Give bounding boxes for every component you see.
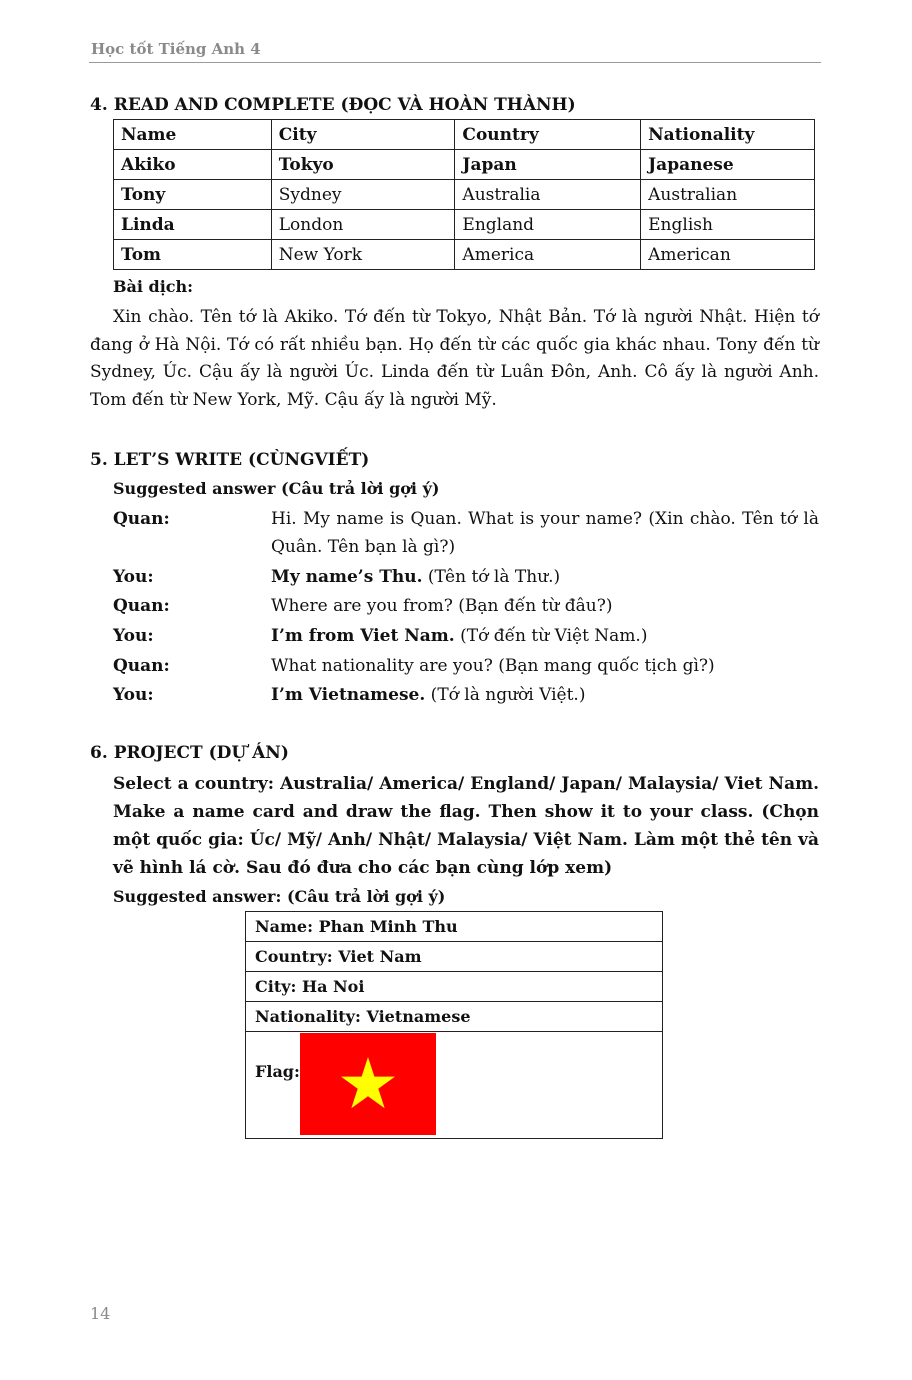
dialog-text [271, 622, 819, 650]
read-complete-table [113, 119, 815, 270]
dialog-speaker: Quan: [113, 655, 170, 676]
section-4-heading [90, 95, 576, 115]
column-header: City [271, 120, 455, 150]
section-6-heading [90, 743, 289, 763]
name-card [245, 911, 663, 1139]
column-header: Country [455, 120, 641, 150]
table-cell: Japan [455, 150, 641, 180]
dialog-line [113, 652, 819, 680]
page-number: 14 [90, 1304, 111, 1323]
card-name: Name: Phan Minh Thu [246, 912, 663, 942]
header-divider [89, 62, 821, 63]
table-cell: English [641, 210, 815, 240]
section-6-number: 6. [90, 743, 108, 763]
dialog-line [113, 681, 819, 709]
dialog-text [271, 592, 819, 620]
dialog-text [271, 505, 819, 561]
table-cell: Tokyo [271, 150, 455, 180]
table-cell: Tony [114, 180, 272, 210]
dialog-speaker: You: [113, 566, 154, 587]
section-5-suggested-label: Suggested answer (Câu trả lời gợi ý) [113, 479, 440, 498]
book-title: Học tốt Tiếng Anh 4 [91, 40, 261, 58]
dialog-text [271, 563, 819, 591]
table-cell: Akiko [114, 150, 272, 180]
dialog-speaker: You: [113, 685, 154, 706]
vietnam-flag-icon [300, 1033, 436, 1135]
dialog-sentence: Hi. My name is Quan. What is your name? (Xin chào. Tên tớ là Quân. Tên bạn là gì?) [271, 509, 819, 557]
section-6-suggested-label: Suggested answer: (Câu trả lời gợi ý) [113, 887, 446, 906]
dialog-sentence: What nationality are you? (Bạn mang quốc tịch gì?) [271, 655, 715, 676]
table-cell: Australian [641, 180, 815, 210]
table-cell: American [641, 240, 815, 270]
dialog [113, 505, 819, 711]
dialog-sentence: (Tớ là người Việt.) [425, 685, 586, 706]
card-nationality: Nationality: Vietnamese [246, 1002, 663, 1032]
table-cell: Australia [455, 180, 641, 210]
dialog-sentence: Where are you from? (Bạn đến từ đâu?) [271, 596, 613, 617]
table-cell: Sydney [271, 180, 455, 210]
table-cell: New York [271, 240, 455, 270]
table-row [114, 150, 815, 180]
dialog-sentence: (Tớ đến từ Việt Nam.) [454, 626, 648, 647]
dialog-line [113, 563, 819, 591]
table-cell: America [455, 240, 641, 270]
table-cell: Tom [114, 240, 272, 270]
dialog-speaker: You: [113, 626, 154, 647]
dialog-line [113, 592, 819, 620]
section-4-number: 4. [90, 95, 108, 115]
table-header-row [114, 120, 815, 150]
section-6-title: PROJECT (DỰ ÁN) [113, 743, 289, 763]
column-header: Name [114, 120, 272, 150]
translation-label: Bài dịch: [113, 277, 194, 296]
table-cell: Linda [114, 210, 272, 240]
column-header: Nationality [641, 120, 815, 150]
table-cell: London [271, 210, 455, 240]
table-cell: Japanese [641, 150, 815, 180]
table-row [114, 180, 815, 210]
project-instructions: Select a country: Australia/ America/ England/ Japan/ Malaysia/ Viet Nam. Make a name card and draw the flag. Then show it to your class. (Chọn một quốc gia: Úc/ Mỹ/ Anh/ Nhật/ Malaysia/ Việt Nam. Làm một thẻ tên và vẽ hình lá cờ. Sau đó đưa cho các bạn cùng lớp xem) [113, 774, 819, 878]
card-city: City: Ha Noi [246, 972, 663, 1002]
table-row [114, 210, 815, 240]
dialog-line [113, 505, 819, 561]
dialog-answer: I’m from Viet Nam. [271, 626, 455, 647]
dialog-text [271, 681, 819, 709]
dialog-answer: I’m Vietnamese. [271, 685, 426, 706]
card-country: Country: Viet Nam [246, 942, 663, 972]
table-cell: England [455, 210, 641, 240]
section-4-title: READ AND COMPLETE (ĐỌC VÀ HOÀN THÀNH) [113, 95, 576, 115]
card-flag-label: Flag: [255, 1062, 300, 1081]
card-flag-cell [246, 1032, 663, 1139]
dialog-speaker: Quan: [113, 596, 170, 617]
dialog-text [271, 652, 819, 680]
table-row [114, 240, 815, 270]
section-5-heading: 5. LET’S WRITE (CÙNGVIẾT) [90, 450, 370, 470]
translation-paragraph: Xin chào. Tên tớ là Akiko. Tớ đến từ Tokyo, Nhật Bản. Tớ là người Nhật. Hiện tớ đang ở Hà Nội. Tớ có rất nhiều bạn. Họ đến từ các quốc gia khác nhau. Tony đến từ Sydney, Úc. Cậu ấy là người Úc. Linda đến từ Luân Đôn, Anh. Cô ấy là người Anh. Tom đến từ New York, Mỹ. Cậu ấy là người Mỹ. [90, 307, 819, 410]
dialog-answer: My name’s Thu. [271, 566, 423, 587]
dialog-line [113, 622, 819, 650]
dialog-speaker: Quan: [113, 509, 170, 529]
dialog-sentence: (Tên tớ là Thư.) [422, 566, 561, 587]
